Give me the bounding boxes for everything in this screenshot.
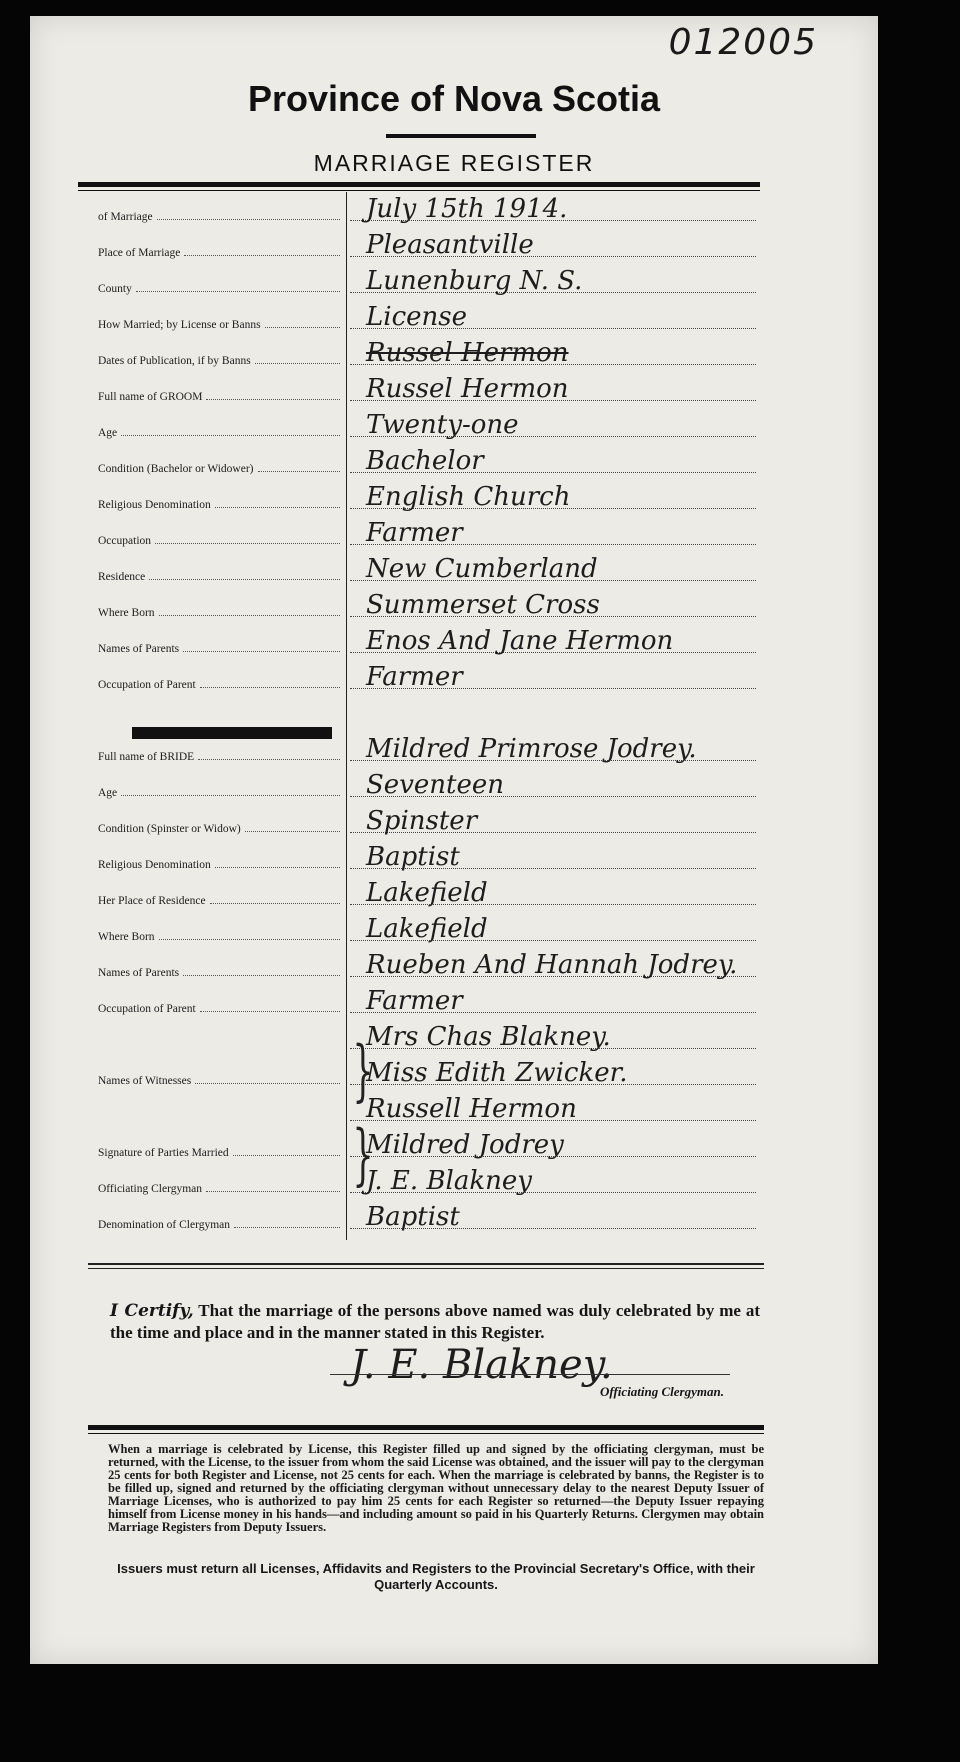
register-row [78,513,762,549]
row-label: Occupation [98,535,152,547]
leader-dots [121,795,340,796]
register-row [78,477,762,513]
register-row [78,837,762,873]
handwritten-entry: Mildred Jodrey [366,1130,564,1160]
leader-dots [159,939,340,940]
leader-dots [149,579,340,580]
handwritten-entry: Miss Edith Zwicker. [366,1058,628,1088]
handwritten-entry: Twenty-one [366,410,519,440]
handwritten-entry: Pleasantville [366,230,534,260]
handwritten-entry: July 15th 1914. [366,194,568,224]
handwritten-entry: Russell Hermon [366,1094,577,1124]
register-row [78,189,762,225]
handwritten-entry: Lakefield [366,878,488,908]
leader-dots [121,435,340,436]
leader-dots [159,615,340,616]
row-label: Religious Denomination [98,859,211,871]
register-row [78,441,762,477]
row-label: Her Place of Residence [98,895,206,907]
signature-caption: Officiating Clergyman. [600,1384,724,1399]
register-row [78,333,762,369]
register-row [78,621,762,657]
certification-statement [110,1300,760,1343]
row-label: Occupation of Parent [98,679,196,691]
issuer-notice: Issuers must return all Licenses, Affidavits and Registers to the Provincial Secretary's Office, with their Quarterly Accounts. [117,1561,755,1592]
row-label: Condition (Spinster or Widow) [98,823,241,835]
leader-dots [245,831,340,832]
leader-dots [215,507,340,508]
register-number: 012005 [668,22,818,63]
handwritten-entry: License [366,302,468,332]
row-label: Age [98,787,118,799]
leader-dots [183,651,340,652]
handwritten-entry: Enos And Jane Hermon [366,626,674,656]
row-label: Occupation of Parent [98,1003,196,1015]
row-label: Religious Denomination [98,499,211,511]
certify-text: That the marriage of the persons above named was duly celebrated by me at the time and place and in the manner stated in this Register. [110,1301,761,1342]
row-label: County [98,283,132,295]
page-title: Province of Nova Scotia [247,78,661,119]
register-row [78,1089,762,1125]
row-label: Names of Witnesses [98,1075,192,1087]
register-row [78,729,762,765]
top-divider [78,182,760,187]
row-label: Officiating Clergyman [98,1183,203,1195]
row-label: Denomination of Clergyman [98,1219,231,1231]
leader-dots [184,255,340,256]
leader-dots [195,1083,340,1084]
handwritten-entry: Rueben And Hannah Jodrey. [366,950,738,980]
row-label: Names of Parents [98,643,180,655]
handwritten-entry: Russel Hermon [366,338,569,368]
register-row [78,657,762,693]
handwritten-entry: Mrs Chas Blakney. [366,1022,611,1052]
form-subtitle: MARRIAGE REGISTER [313,150,595,176]
leader-dots [206,399,340,400]
mid-divider-thin [88,1268,764,1269]
row-label: Full name of BRIDE [98,751,195,763]
row-label: Full name of GROOM [98,391,203,403]
leader-dots [210,903,340,904]
register-row [78,801,762,837]
leader-dots [183,975,340,976]
register-row [78,225,762,261]
register-row [78,549,762,585]
leader-dots [200,687,340,688]
row-label: Condition (Bachelor or Widower) [98,463,254,475]
leader-dots [200,1011,340,1012]
leader-dots [234,1227,340,1228]
leader-dots [157,219,340,220]
register-row [78,369,762,405]
row-label: Place of Marriage [98,247,181,259]
instructions-notice: When a marriage is celebrated by License, this Register filled up and signed by the officiating clergyman, must be returned, with the License, to the issuer from whom the said License was obtained, and the issuer will pay to the clergyman 25 cents for both Register and License, not 25 cents for each. When the marriage is celebrated by banns, the Register is to be filled up, signed and returned by the officiating clergyman without unnecessary delay to the nearest Deputy Issuer of Marriage Licenses, who is authorized to pay him 25 cents for each Register so returned—the Deputy Issuer repaying himself from License money in his hands—and including amount so paid in his Quarterly Returns. Clergymen may obtain Marriage Registers from Deputy Issuers. [108,1442,764,1534]
handwritten-entry: Farmer [366,986,463,1016]
bottom-divider [88,1425,764,1430]
handwritten-entry: Lunenburg N. S. [366,266,583,296]
leader-dots [136,291,340,292]
row-label: Age [98,427,118,439]
row-label: Signature of Parties Married [98,1147,229,1159]
handwritten-entry: Summerset Cross [366,590,600,620]
handwritten-entry: Russel Hermon [366,374,569,404]
row-label: Where Born [98,931,155,943]
row-label: Names of Parents [98,967,180,979]
handwritten-entry: English Church [366,482,571,512]
handwritten-entry: Farmer [366,518,463,548]
handwritten-entry: Spinster [366,806,478,836]
witness-brace: } [352,1032,374,1109]
parties-brace: } [352,1116,374,1193]
register-row [78,1161,762,1197]
register-row [78,1017,762,1053]
signature-line [330,1374,730,1375]
handwritten-entry: Baptist [366,1202,460,1232]
register-row [78,765,762,801]
register-row [78,261,762,297]
clergyman-signature: J. E. Blakney. [350,1342,613,1388]
leader-dots [206,1191,340,1192]
handwritten-entry: Lakefield [366,914,488,944]
row-label: of Marriage [98,211,153,223]
handwritten-entry: J. E. Blakney [366,1166,532,1196]
register-row [78,945,762,981]
title-rule [386,134,536,138]
register-row [78,297,762,333]
mid-divider [88,1263,764,1265]
bottom-divider-thin [88,1433,764,1434]
handwritten-entry: Mildred Primrose Jodrey. [366,734,697,764]
handwritten-entry: Seventeen [366,770,504,800]
register-row [78,405,762,441]
register-row [78,1125,762,1161]
row-label: Where Born [98,607,155,619]
register-row [78,873,762,909]
leader-dots [265,327,340,328]
leader-dots [155,543,340,544]
certify-lead: I Certify, [110,1301,194,1321]
leader-dots [233,1155,340,1156]
leader-dots [258,471,340,472]
register-row [78,981,762,1017]
row-label: Residence [98,571,146,583]
register-row [78,1197,762,1233]
leader-dots [255,363,340,364]
leader-dots [215,867,340,868]
row-label: How Married; by License or Banns [98,319,261,331]
leader-dots [198,759,340,760]
handwritten-entry: Baptist [366,842,460,872]
handwritten-entry: New Cumberland [366,554,598,584]
handwritten-entry: Farmer [366,662,463,692]
register-row [78,909,762,945]
handwritten-entry: Bachelor [366,446,484,476]
register-row [78,1053,762,1089]
register-row [78,585,762,621]
row-label: Dates of Publication, if by Banns [98,355,251,367]
